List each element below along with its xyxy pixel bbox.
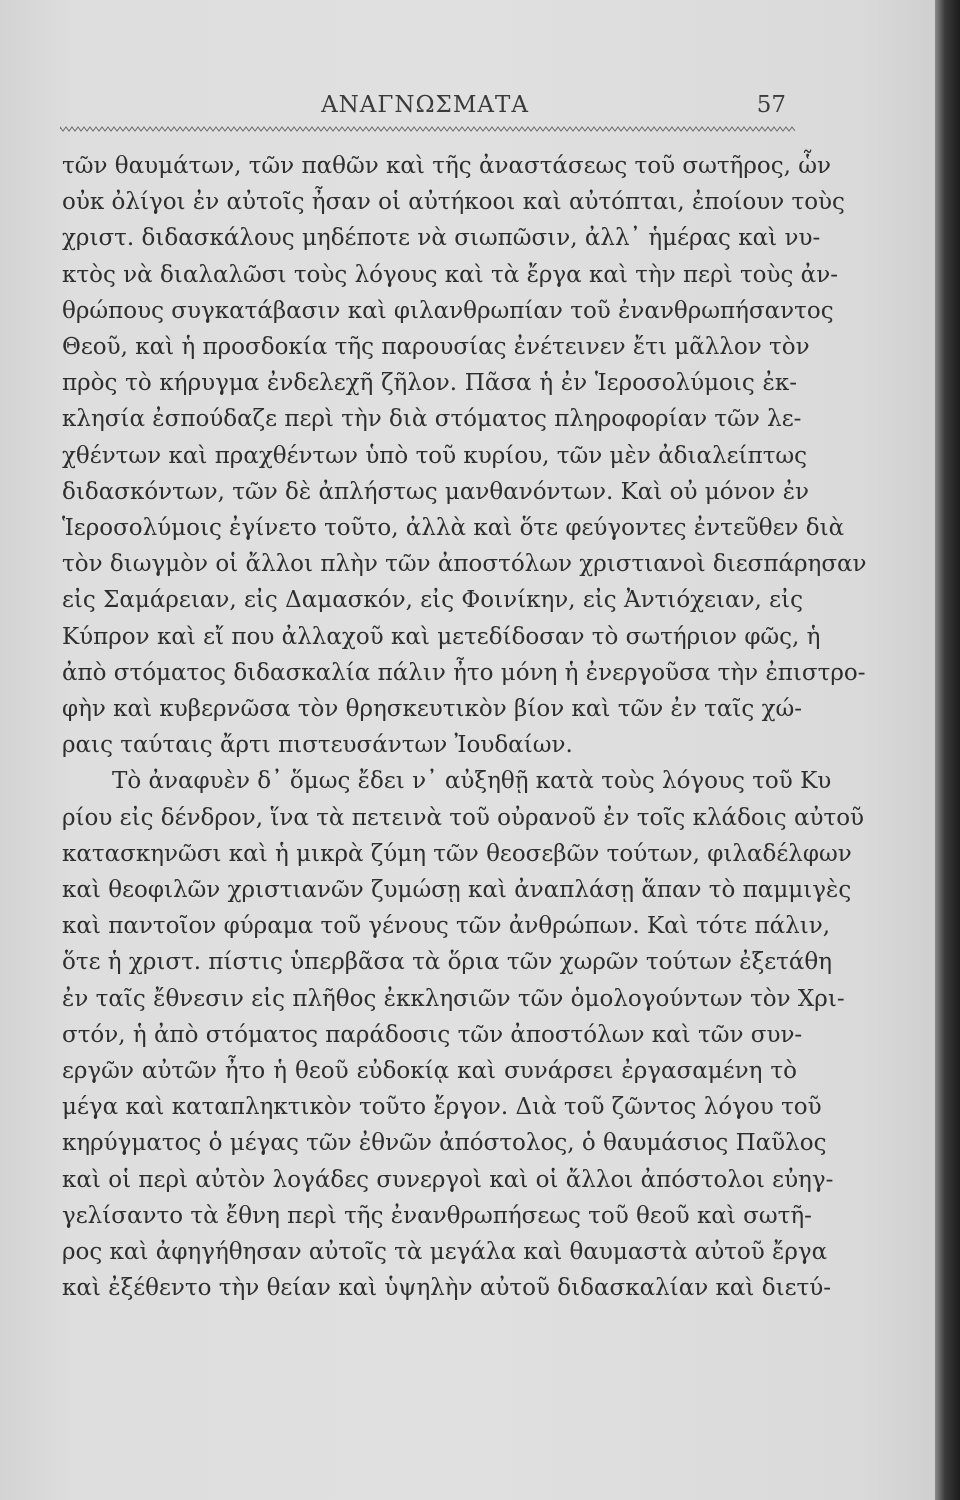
text-line: ἐν ταῖς ἔθνεσιν εἰς πλῆθος ἐκκλησιῶν τῶν ὁμολογούντων τὸν Χρι- xyxy=(62,985,845,1012)
text-line: πρὸς τὸ κήρυγμα ἐνδελεχῆ ζῆλον. Πᾶσα ἡ ἐν Ἱεροσολύμοις ἐκ- xyxy=(62,370,797,397)
page-number: 57 xyxy=(756,92,786,118)
text-line: Ἱεροσολύμοις ἐγίνετο τοῦτο, ἀλλὰ καὶ ὅτε φεύγοντες ἐντεῦθεν διὰ xyxy=(62,515,845,542)
text-line: Κύπρον καὶ εἴ που ἀλλαχοῦ καὶ μετεδίδοσαν τὸ σωτήριον φῶς, ἡ xyxy=(62,623,821,650)
text-line: κλησία ἐσπούδαζε περὶ τὴν διὰ στόματος πληροφορίαν τῶν λε- xyxy=(62,406,802,433)
text-line: φὴν καὶ κυβερνῶσα τὸν θρησκευτικὸν βίον καὶ τῶν ἐν ταῖς χώ- xyxy=(62,696,803,723)
text-line: ρος καὶ ἀφηγήθησαν αὐτοῖς τὰ μεγάλα καὶ θαυμαστὰ αὐτοῦ ἔργα xyxy=(62,1239,828,1266)
text-line: Θεοῦ, καὶ ἡ προσδοκία τῆς παρουσίας ἐνέτεινεν ἔτι μᾶλλον τὸν xyxy=(62,334,810,361)
decorative-wavy-rule xyxy=(60,124,795,134)
paragraph-start-line: Τὸ ἀναφυὲν δ᾽ ὅμως ἔδει ν᾽ αὐξηθῇ κατὰ τοὺς λόγους τοῦ Κυ xyxy=(112,768,832,795)
text-line: τῶν θαυμάτων, τῶν παθῶν καὶ τῆς ἀναστάσεως τοῦ σωτῆρος, ὧν xyxy=(62,153,831,179)
text-line: στόν, ἡ ἀπὸ στόματος παράδοσις τῶν ἀποστόλων καὶ τῶν συν- xyxy=(62,1021,803,1048)
text-line: εἰς Σαμάρειαν, εἰς Δαμασκόν, εἰς Φοινίκην, εἰς Ἀντιόχειαν, εἰς xyxy=(62,587,803,614)
text-line: καὶ θεοφιλῶν χριστιανῶν ζυμώσῃ καὶ ἀναπλάσῃ ἅπαν τὸ παμμιγὲς xyxy=(62,877,852,904)
text-line: τὸν διωγμὸν οἱ ἄλλοι πλὴν τῶν ἀποστόλων χριστιανοὶ διεσπάρησαν xyxy=(62,551,867,578)
text-line: κατασκηνῶσι καὶ ἡ μικρὰ ζύμη τῶν θεοσεβῶν τούτων, φιλαδέλφων xyxy=(62,840,852,867)
paragraph-end-line: ραις ταύταις ἄρτι πιστευσάντων Ἰουδαίων. xyxy=(62,732,573,759)
text-line: χριστ. διδασκάλους μηδέποτε νὰ σιωπῶσιν, ἀλλ᾽ ἡμέρας καὶ νυ- xyxy=(62,225,821,252)
text-line: θρώπους συγκατάβασιν καὶ φιλανθρωπίαν τοῦ ἐνανθρωπήσαντος xyxy=(62,297,834,324)
text-line: καὶ οἱ περὶ αὐτὸν λογάδες συνεργοὶ καὶ οἱ ἄλλοι ἀπόστολοι εὐηγ- xyxy=(62,1166,834,1193)
text-line: εργῶν αὐτῶν ἦτο ἡ θεοῦ εὐδοκίᾳ καὶ συνάρσει ἐργασαμένη τὸ xyxy=(62,1058,797,1085)
body-text xyxy=(62,148,867,1307)
text-line: γελίσαντο τὰ ἔθνη περὶ τῆς ἐνανθρωπήσεως τοῦ θεοῦ καὶ σωτῆ- xyxy=(62,1202,812,1229)
running-title: ΑΝΑΓΝΩΣΜΑΤΑ xyxy=(321,92,529,118)
text-line: καὶ ἐξέθεντο τὴν θείαν καὶ ὑψηλὴν αὐτοῦ διδασκαλίαν καὶ διετύ- xyxy=(62,1275,832,1302)
text-line: χθέντων καὶ πραχθέντων ὑπὸ τοῦ κυρίου, τῶν μὲν ἀδιαλείπτως xyxy=(62,442,808,469)
text-line: κτὸς νὰ διαλαλῶσι τοὺς λόγους καὶ τὰ ἔργα καὶ τὴν περὶ τοὺς ἀν- xyxy=(62,261,838,288)
text-line: ἀπὸ στόματος διδασκαλία πάλιν ἦτο μόνη ἡ ἐνεργοῦσα τὴν ἐπιστρο- xyxy=(62,659,866,686)
text-line: διδασκόντων, τῶν δὲ ἀπλήστως μανθανόντων. Καὶ οὐ μόνον ἐν xyxy=(62,478,810,505)
text-line: μέγα καὶ καταπληκτικὸν τοῦτο ἔργον. Διὰ τοῦ ζῶντος λόγου τοῦ xyxy=(62,1094,822,1121)
text-line: καὶ παντοῖον φύραμα τοῦ γένους τῶν ἀνθρώπων. Καὶ τότε πάλιν, xyxy=(62,913,831,940)
text-line: οὐκ ὀλίγοι ἐν αὐτοῖς ἦσαν οἱ αὐτήκοοι καὶ αὐτόπται, ἐποίουν τοὺς xyxy=(62,189,845,216)
text-line: ὅτε ἡ χριστ. πίστις ὑπερβᾶσα τὰ ὅρια τῶν χωρῶν τούτων ἐξετάθη xyxy=(62,949,833,976)
page-edge-shadow xyxy=(935,0,960,1500)
text-line: κηρύγματος ὁ μέγας τῶν ἐθνῶν ἀπόστολος, ὁ θαυμάσιος Παῦλος xyxy=(62,1130,827,1157)
text-line: ρίου εἰς δένδρον, ἵνα τὰ πετεινὰ τοῦ οὐρανοῦ ἐν τοῖς κλάδοις αὐτοῦ xyxy=(62,804,865,831)
